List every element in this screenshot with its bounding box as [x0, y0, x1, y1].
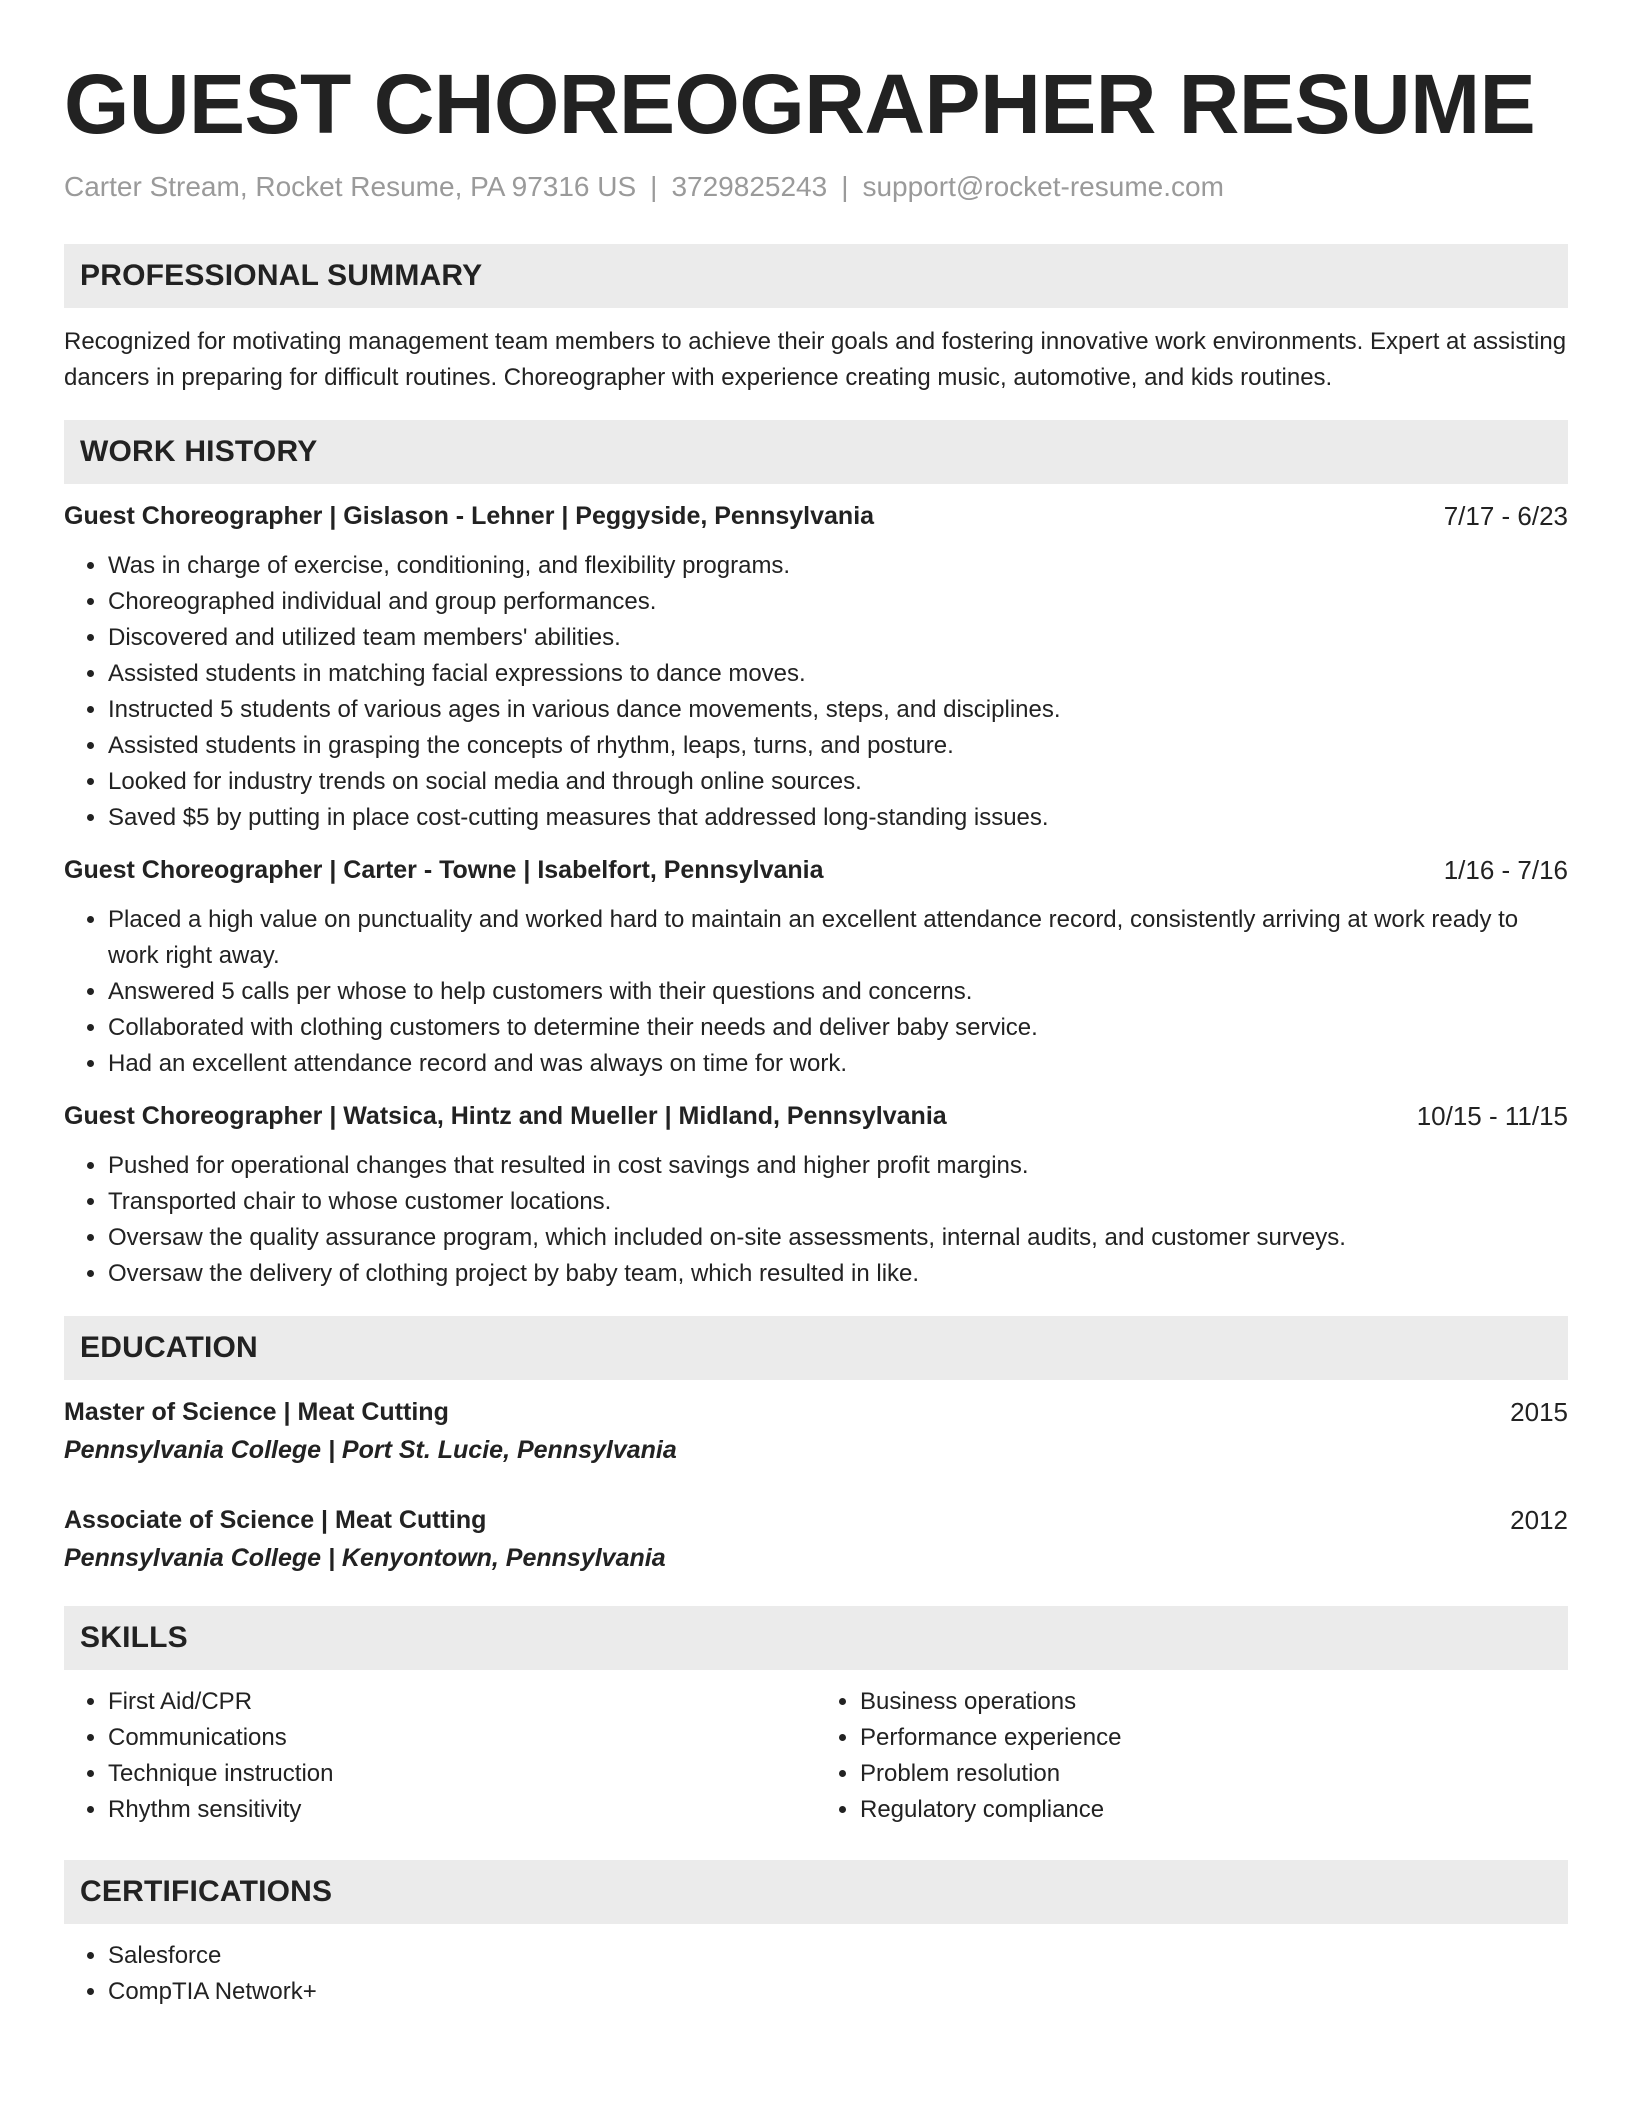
education-degree: Associate of Science | Meat Cutting — [64, 1506, 487, 1534]
list-item: • Technique instruction — [108, 1756, 816, 1792]
contact-email: support@rocket-resume.com — [862, 171, 1224, 202]
resume-title: GUEST CHOREOGRAPHER RESUME — [64, 57, 1536, 151]
contact-line — [64, 170, 1568, 204]
list-item: • Business operations — [860, 1684, 1568, 1720]
list-item: • Problem resolution — [860, 1756, 1568, 1792]
list-item: • Was in charge of exercise, conditioning, and flexibility programs. — [108, 548, 1568, 584]
education-year: 2015 — [1510, 1397, 1568, 1427]
education-degree: Master of Science | Meat Cutting — [64, 1398, 449, 1426]
job-bullets — [64, 1148, 1568, 1292]
list-item: • Oversaw the delivery of clothing project by baby team, which resulted in like. — [108, 1256, 1568, 1292]
list-item: • Assisted students in grasping the concepts of rhythm, leaps, turns, and posture. — [108, 728, 1568, 764]
job-entry — [64, 852, 1568, 1082]
job-title: Guest Choreographer | Gislason - Lehner | Peggyside, Pennsylvania — [64, 502, 875, 530]
job-dates: 10/15 - 11/15 — [1416, 1101, 1568, 1131]
job-header — [64, 852, 1568, 888]
contact-separator: | — [841, 171, 849, 202]
skills-column-right — [816, 1684, 1568, 1828]
education-entry — [64, 1394, 1568, 1468]
section-heading-summary: PROFESSIONAL SUMMARY — [64, 244, 1568, 308]
section-heading-education: EDUCATION — [64, 1316, 1568, 1380]
list-item: • Discovered and utilized team members' abilities. — [108, 620, 1568, 656]
education-school: Pennsylvania College | Port St. Lucie, Pennsylvania — [64, 1436, 677, 1464]
list-item: • Performance experience — [860, 1720, 1568, 1756]
list-item: • Transported chair to whose customer locations. — [108, 1184, 1568, 1220]
section-heading-certifications: CERTIFICATIONS — [64, 1860, 1568, 1924]
contact-phone: 3729825243 — [671, 171, 828, 202]
job-bullets — [64, 548, 1568, 836]
list-item: • Communications — [108, 1720, 816, 1756]
list-item: • Looked for industry trends on social media and through online sources. — [108, 764, 1568, 800]
list-item: • First Aid/CPR — [108, 1684, 816, 1720]
job-title: Guest Choreographer | Watsica, Hintz and Mueller | Midland, Pennsylvania — [64, 1102, 947, 1130]
list-item: • Answered 5 calls per whose to help customers with their questions and concerns. — [108, 974, 1568, 1010]
certifications-list — [64, 1938, 1568, 2010]
summary-text: Recognized for motivating management team members to achieve their goals and fostering innovative work environments. Expert at assisting dancers in preparing for difficult routines. Choreographer with experience creating music, automotive, and kids routines. — [64, 328, 1567, 391]
job-dates: 1/16 - 7/16 — [1443, 855, 1568, 885]
list-item: • Placed a high value on punctuality and worked hard to maintain an excellent attendance record, consistently arriving at work ready to work right away. — [108, 902, 1568, 974]
list-item: • Collaborated with clothing customers to determine their needs and deliver baby service. — [108, 1010, 1568, 1046]
list-item: • Assisted students in matching facial expressions to dance moves. — [108, 656, 1568, 692]
education-header — [64, 1502, 1568, 1538]
list-item: • Saved $5 by putting in place cost-cutting measures that addressed long-standing issues. — [108, 800, 1568, 836]
list-item: • Regulatory compliance — [860, 1792, 1568, 1828]
list-item: • Had an excellent attendance record and was always on time for work. — [108, 1046, 1568, 1082]
skills-column-left — [64, 1684, 816, 1828]
list-item: • Rhythm sensitivity — [108, 1792, 816, 1828]
education-entry — [64, 1502, 1568, 1576]
skills-grid — [64, 1670, 1568, 1828]
education-school: Pennsylvania College | Kenyontown, Pennsylvania — [64, 1544, 666, 1572]
job-entry — [64, 1098, 1568, 1292]
list-item: • Instructed 5 students of various ages in various dance movements, steps, and disciplines. — [108, 692, 1568, 728]
section-heading-skills: SKILLS — [64, 1606, 1568, 1670]
list-item: • Salesforce — [108, 1938, 1568, 1974]
list-item: • Oversaw the quality assurance program, which included on-site assessments, internal audits, and customer surveys. — [108, 1220, 1568, 1256]
job-title: Guest Choreographer | Carter - Towne | Isabelfort, Pennsylvania — [64, 856, 824, 884]
list-item: • Pushed for operational changes that resulted in cost savings and higher profit margins. — [108, 1148, 1568, 1184]
job-bullets — [64, 902, 1568, 1082]
list-item: • Choreographed individual and group performances. — [108, 584, 1568, 620]
contact-separator: | — [650, 171, 658, 202]
section-heading-work-history: WORK HISTORY — [64, 420, 1568, 484]
job-entry — [64, 498, 1568, 836]
job-header — [64, 498, 1568, 534]
education-header — [64, 1394, 1568, 1430]
job-dates: 7/17 - 6/23 — [1443, 501, 1568, 531]
list-item: • CompTIA Network+ — [108, 1974, 1568, 2010]
contact-address: Carter Stream, Rocket Resume, PA 97316 US — [64, 171, 637, 202]
education-year: 2012 — [1510, 1505, 1568, 1535]
job-header — [64, 1098, 1568, 1134]
